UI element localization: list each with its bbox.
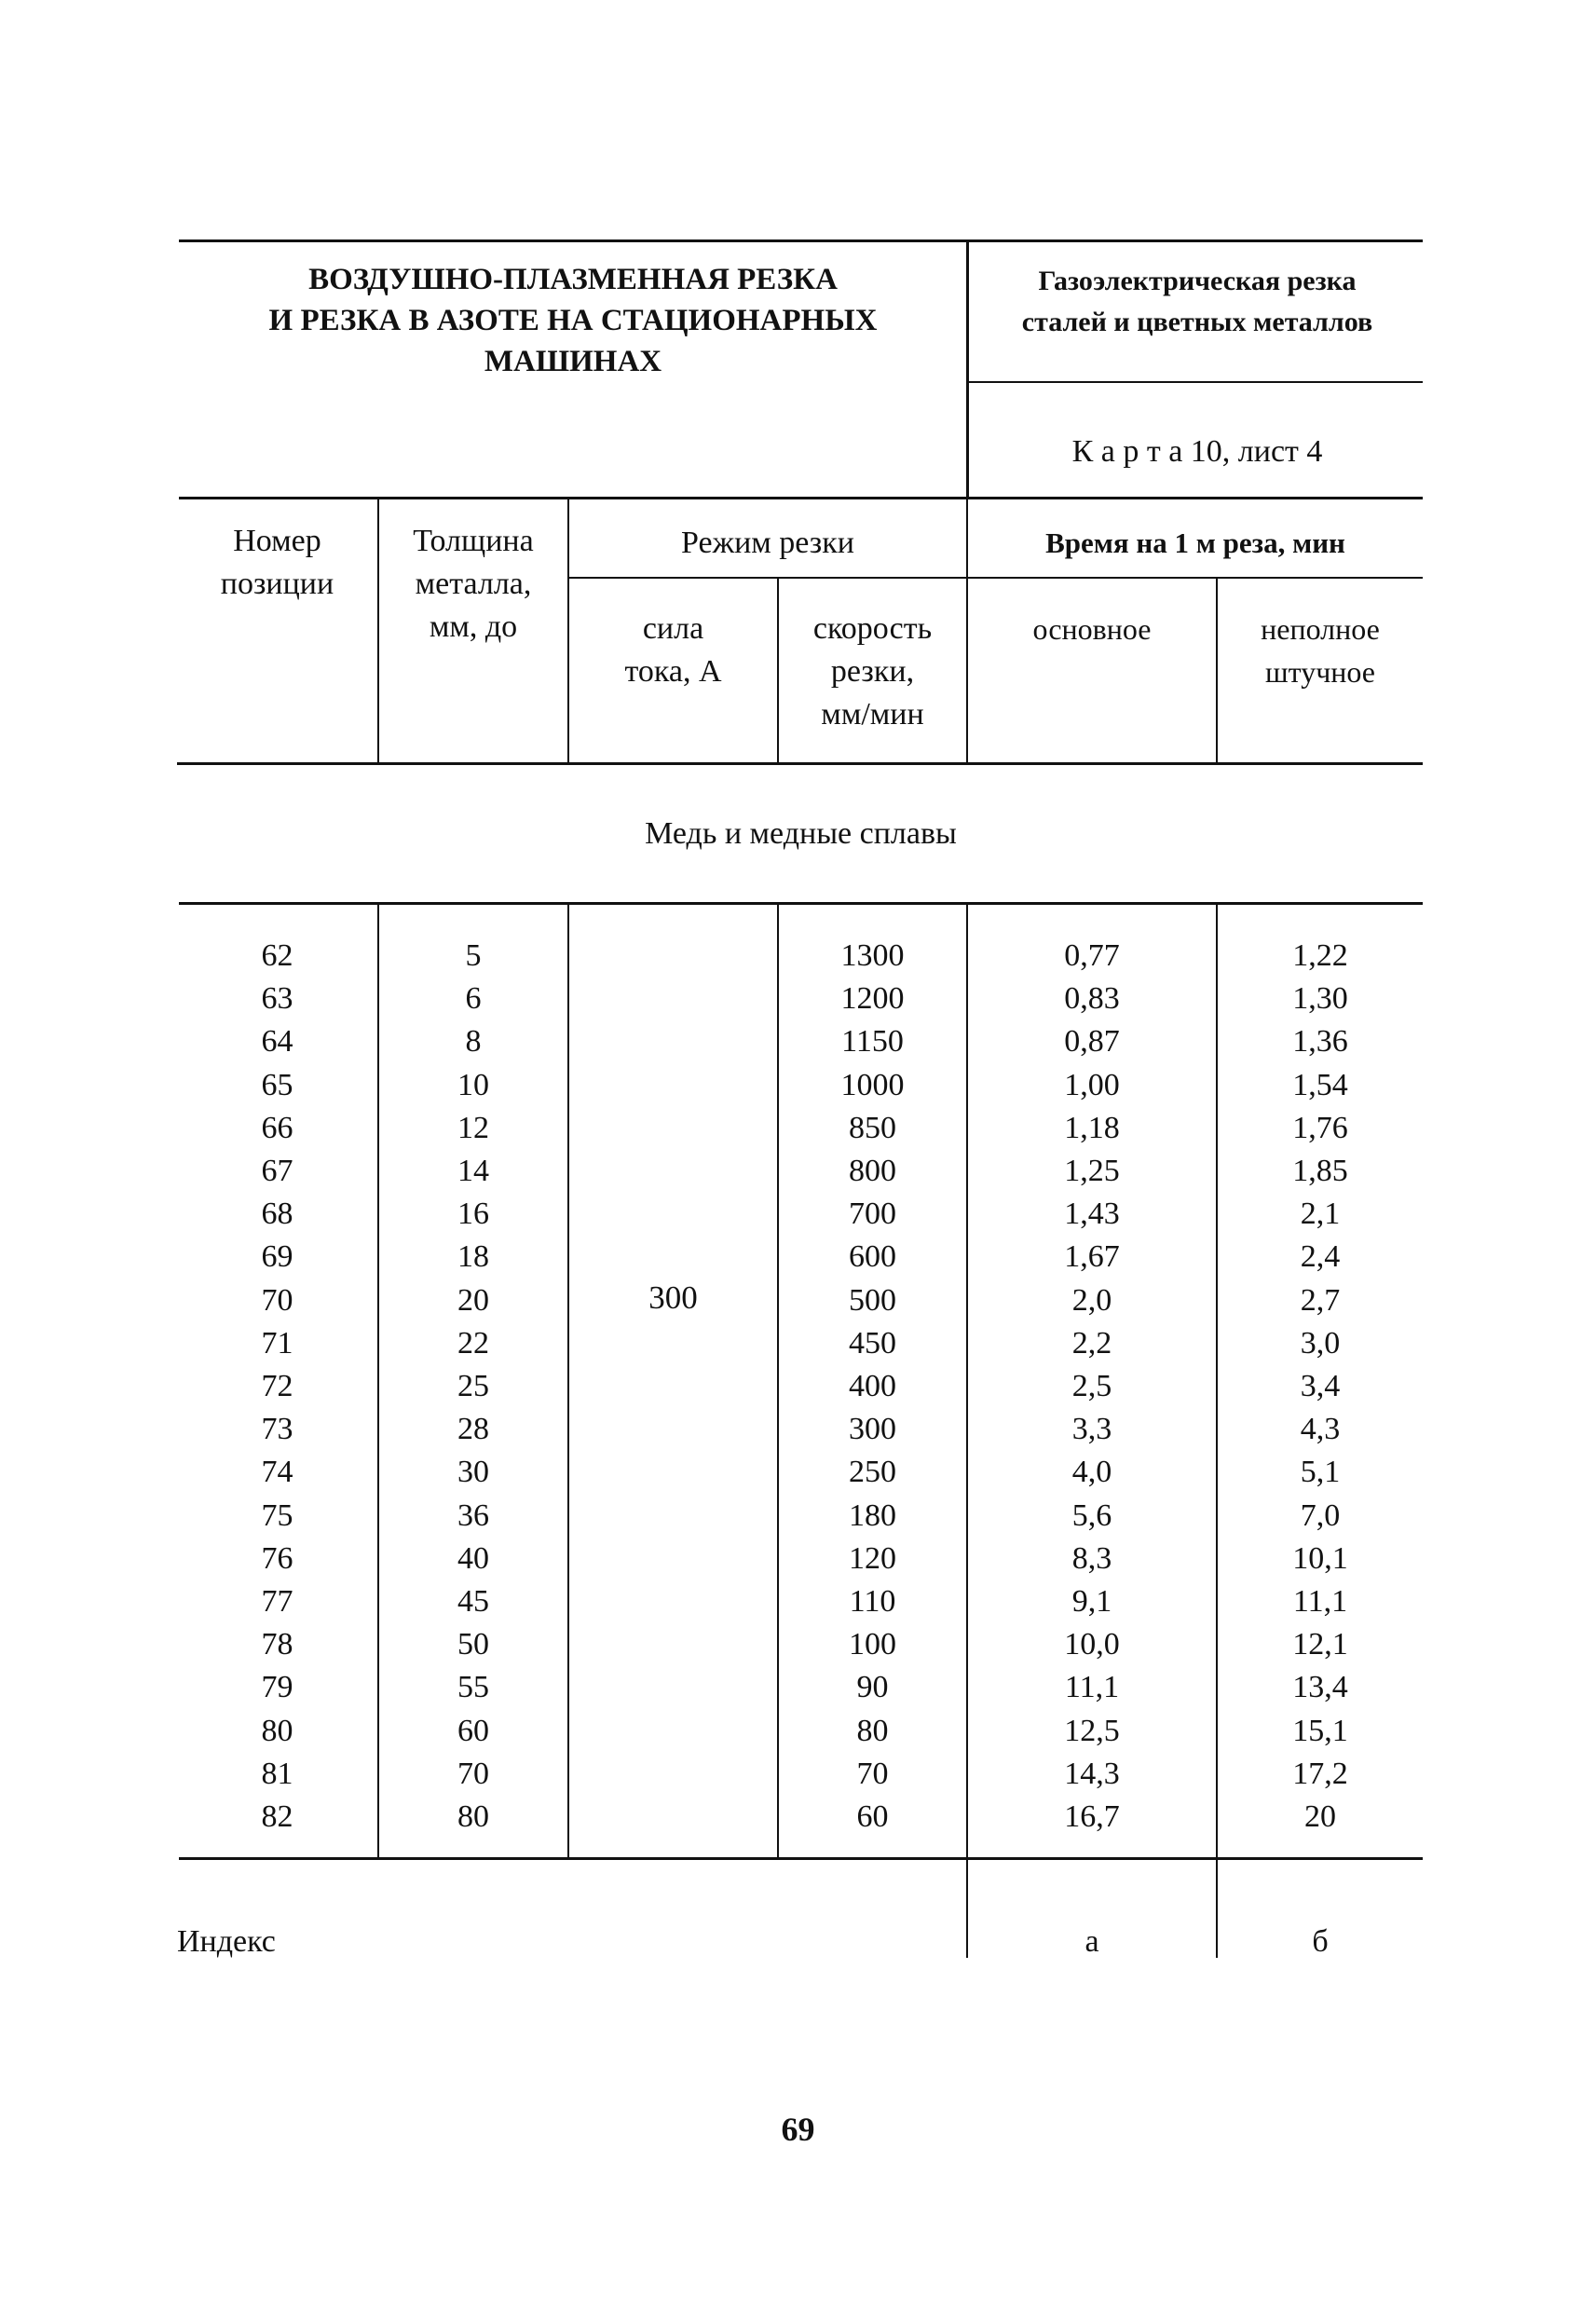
cell-speed: 800 [849,1154,896,1188]
cell-piece: 5,1 [1300,1455,1341,1490]
col-current [569,608,777,693]
cell-basic: 4,0 [1071,1455,1112,1490]
index-basic: а [1084,1924,1099,1959]
index-label: Индекс [177,1924,276,1959]
col-piece-line-2: штучное [1264,655,1375,689]
card-reference [974,434,1421,470]
body-bottom-rule [179,1857,1423,1860]
cell-position: 63 [261,981,293,1017]
cell-thickness: 36 [457,1497,489,1533]
section-title: Медь и медные сплавы [645,816,957,851]
cell-speed: 1300 [840,938,905,973]
cell-thickness: 70 [457,1756,489,1791]
col-position-line-2: позиции [220,567,334,601]
cell-piece: 1,36 [1292,1024,1348,1060]
cell-thickness: 45 [457,1584,489,1619]
cell-basic: 5,6 [1071,1497,1112,1533]
index-piece: б [1312,1924,1329,1959]
cell-basic: 0,77 [1064,938,1120,973]
cell-speed: 250 [849,1455,896,1490]
top-rule [179,239,1423,242]
cell-position: 74 [261,1455,293,1490]
col-incomplete-piece [1218,608,1423,693]
cell-piece: 4,3 [1300,1412,1341,1447]
cell-position: 72 [261,1369,293,1403]
cell-thickness: 12 [457,1110,489,1145]
cell-thickness: 16 [457,1197,489,1232]
document-title [186,259,960,382]
page-number: 69 [781,2111,815,2148]
column-header-top-rule [179,497,1423,499]
cell-piece: 1,54 [1292,1067,1348,1102]
cell-thickness: 25 [457,1369,489,1403]
cell-position: 78 [261,1627,293,1662]
col-current-line-1: сила [642,611,704,646]
cell-speed: 600 [849,1239,896,1275]
cell-speed: 110 [849,1584,896,1619]
cell-speed: 60 [856,1799,889,1834]
cell-thickness: 18 [457,1239,489,1275]
cell-piece: 13,4 [1292,1670,1348,1705]
cell-position: 68 [261,1197,293,1232]
cell-position: 75 [261,1497,293,1533]
cell-thickness: 14 [457,1154,489,1188]
cell-thickness: 50 [457,1627,489,1662]
col-position-number [177,520,377,606]
col-cutting-mode: Режим резки [681,526,854,560]
cell-position: 64 [261,1024,293,1060]
subject-line-2: сталей и цветных металлов [1021,307,1373,337]
cell-piece: 1,85 [1292,1154,1348,1188]
cell-piece: 20 [1304,1799,1336,1834]
cell-thickness: 28 [457,1412,489,1447]
cell-speed: 1200 [840,981,905,1017]
cell-thickness: 22 [457,1325,489,1361]
cell-position: 65 [261,1067,293,1102]
cell-speed: 70 [856,1756,889,1791]
cell-piece: 2,1 [1300,1197,1341,1232]
cell-speed: 90 [856,1670,889,1705]
cell-thickness: 8 [465,1024,482,1060]
cell-position: 69 [261,1239,293,1275]
col-position-line-1: Номер [233,524,321,558]
col-basic: основное [1032,612,1152,646]
card-value: 10, лист 4 [1190,434,1323,469]
cell-basic: 1,18 [1064,1110,1120,1145]
cell-piece: 2,4 [1300,1239,1341,1275]
cell-speed: 1150 [841,1024,904,1060]
cell-speed: 300 [849,1412,896,1447]
col-thickness-line-2: металла, [415,567,532,601]
cell-speed: 180 [849,1497,896,1533]
cell-thickness: 10 [457,1067,489,1102]
title-line-3: МАШИНАХ [484,345,662,378]
cell-basic: 1,43 [1064,1197,1120,1232]
cell-basic: 2,0 [1071,1282,1112,1318]
cell-speed: 500 [849,1282,896,1318]
cell-piece: 7,0 [1300,1497,1341,1533]
cell-position: 76 [261,1540,293,1576]
cell-piece: 2,7 [1300,1282,1341,1318]
card-label: К а р т а [1071,434,1183,469]
cell-piece: 3,0 [1300,1325,1341,1361]
cell-basic: 2,2 [1071,1325,1112,1361]
cell-thickness: 5 [465,938,482,973]
cell-basic: 11,1 [1064,1670,1120,1705]
cell-position: 73 [261,1412,293,1447]
cell-position: 77 [261,1584,293,1619]
cell-thickness: 55 [457,1670,489,1705]
col-current-line-2: тока, А [624,654,722,689]
cell-piece: 17,2 [1292,1756,1348,1791]
column-header-bottom-rule [177,762,1423,765]
cell-basic: 2,5 [1071,1369,1112,1403]
cell-speed: 450 [849,1325,896,1361]
subject-heading [974,261,1421,343]
col-speed-line-2: резки, [830,654,915,689]
col-thickness-line-1: Толщина [413,524,534,558]
cell-position: 82 [261,1799,293,1834]
subject-line-1: Газоэлектрическая резка [1038,266,1357,296]
cell-speed: 400 [849,1369,896,1403]
cell-basic: 9,1 [1071,1584,1112,1619]
cell-piece: 12,1 [1292,1627,1348,1662]
col-speed [779,608,966,736]
cell-speed: 120 [849,1540,896,1576]
cell-basic: 1,25 [1064,1154,1120,1188]
cell-piece: 15,1 [1292,1713,1348,1748]
title-line-2: И РЕЗКА В АЗОТЕ НА СТАЦИОНАРНЫХ [268,304,878,337]
cell-position: 62 [261,938,293,973]
cell-position: 71 [261,1325,293,1361]
body-col-line-2 [567,904,569,1858]
cell-thickness: 30 [457,1455,489,1490]
cell-thickness: 80 [457,1799,489,1834]
col-time-per-meter: Время на 1 м реза, мин [1045,526,1345,559]
header-divider-vertical [966,241,969,499]
column-header-mid-rule [569,577,1423,579]
subject-underline [969,381,1423,383]
cell-speed: 100 [849,1627,896,1662]
cell-basic: 0,83 [1064,981,1120,1017]
cell-speed: 80 [856,1713,889,1748]
col-thickness [379,520,567,649]
cell-basic: 1,00 [1064,1067,1120,1102]
cell-piece: 1,30 [1292,981,1348,1017]
title-line-1: ВОЗДУШНО-ПЛАЗМЕННАЯ РЕЗКА [308,263,838,296]
cell-basic: 16,7 [1064,1799,1120,1834]
cell-thickness: 60 [457,1713,489,1748]
shared-current-value: 300 [648,1279,698,1316]
cell-piece: 3,4 [1300,1369,1341,1403]
cell-basic: 8,3 [1071,1540,1112,1576]
cell-basic: 0,87 [1064,1024,1120,1060]
cell-basic: 12,5 [1064,1713,1120,1748]
col-speed-line-1: скорость [812,611,933,646]
cell-basic: 14,3 [1064,1756,1120,1791]
cell-speed: 1000 [840,1067,905,1102]
cell-speed: 850 [849,1110,896,1145]
cell-piece: 1,76 [1292,1110,1348,1145]
cell-piece: 11,1 [1292,1584,1348,1619]
cell-speed: 700 [849,1197,896,1232]
col-speed-line-3: мм/мин [821,697,924,732]
cell-position: 80 [261,1713,293,1748]
cell-piece: 1,22 [1292,938,1348,973]
cell-position: 67 [261,1154,293,1188]
cell-thickness: 6 [465,981,482,1017]
cell-basic: 10,0 [1064,1627,1120,1662]
body-top-rule [179,902,1423,905]
col-thickness-line-3: мм, до [429,609,518,644]
cell-piece: 10,1 [1292,1540,1348,1576]
cell-position: 79 [261,1670,293,1705]
cell-thickness: 20 [457,1282,489,1318]
cell-position: 81 [261,1756,293,1791]
col-piece-line-1: неполное [1261,612,1380,646]
cell-position: 66 [261,1110,293,1145]
cell-thickness: 40 [457,1540,489,1576]
cell-basic: 1,67 [1064,1239,1120,1275]
cell-basic: 3,3 [1071,1412,1112,1447]
cell-position: 70 [261,1282,293,1318]
